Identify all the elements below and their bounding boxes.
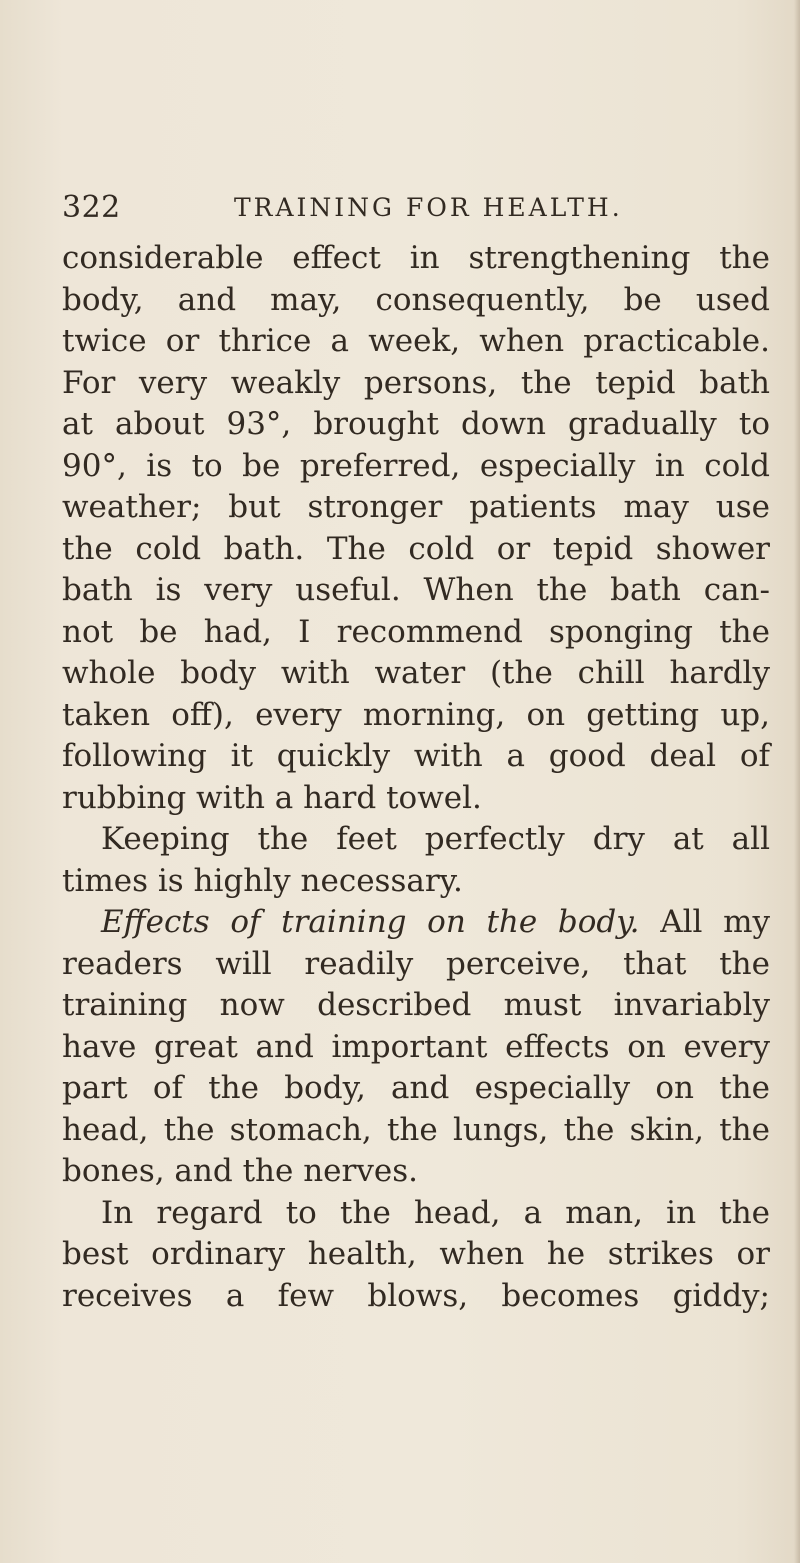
text-line: receives a few blows, becomes giddy; bbox=[62, 1277, 770, 1314]
text-line: 90°, is to be preferred, especially in cold bbox=[62, 447, 770, 484]
text-line: have great and important effects on every bbox=[62, 1028, 770, 1065]
body-text bbox=[62, 238, 770, 1317]
text-line: weather; but stronger patients may use bbox=[62, 489, 770, 525]
text-line: readers will readily perceive, that the bbox=[62, 945, 770, 982]
text-line: part of the body, and especially on the bbox=[62, 1070, 770, 1106]
text-line: head, the stomach, the lungs, the skin, the bbox=[62, 1111, 770, 1148]
running-title: TRAINING FOR HEALTH. bbox=[234, 193, 623, 222]
text-line: bath is very useful. When the bath can- bbox=[62, 572, 770, 608]
text-line: times is highly necessary. bbox=[62, 862, 463, 899]
text-line: taken off), every morning, on getting up, bbox=[62, 696, 770, 733]
text-line: not be had, I recommend sponging the bbox=[62, 613, 770, 650]
text-line: twice or thrice a week, when practicable. bbox=[62, 323, 770, 359]
section-heading: Effects of training on the body. bbox=[101, 904, 640, 940]
text-line: bones, and the nerves. bbox=[62, 1153, 418, 1189]
text-line: training now described must invariably bbox=[62, 987, 770, 1023]
page-edge-shadow bbox=[794, 0, 800, 1563]
text-line: In regard to the head, a man, in the bbox=[101, 1194, 770, 1231]
text-line: considerable effect in strengthening the bbox=[62, 240, 770, 276]
text-line: For very weakly persons, the tepid bath bbox=[62, 364, 770, 401]
text-line: following it quickly with a good deal of bbox=[62, 738, 770, 774]
section-heading-line bbox=[62, 902, 770, 944]
text-line: the cold bath. The cold or tepid shower bbox=[62, 530, 770, 567]
text-line: best ordinary health, when he strikes or bbox=[62, 1236, 770, 1272]
text-line: body, and may, consequently, be used bbox=[62, 281, 770, 318]
running-head bbox=[62, 190, 762, 226]
text-line: at about 93°, brought down gradually to bbox=[62, 406, 770, 442]
text-line: rubbing with a hard towel. bbox=[62, 779, 482, 816]
text-line: whole body with water (the chill hardly bbox=[62, 655, 770, 691]
page-number: 322 bbox=[62, 190, 121, 225]
text-line: Keeping the feet perfectly dry at all bbox=[101, 821, 770, 857]
text-fragment: All my bbox=[660, 904, 770, 940]
